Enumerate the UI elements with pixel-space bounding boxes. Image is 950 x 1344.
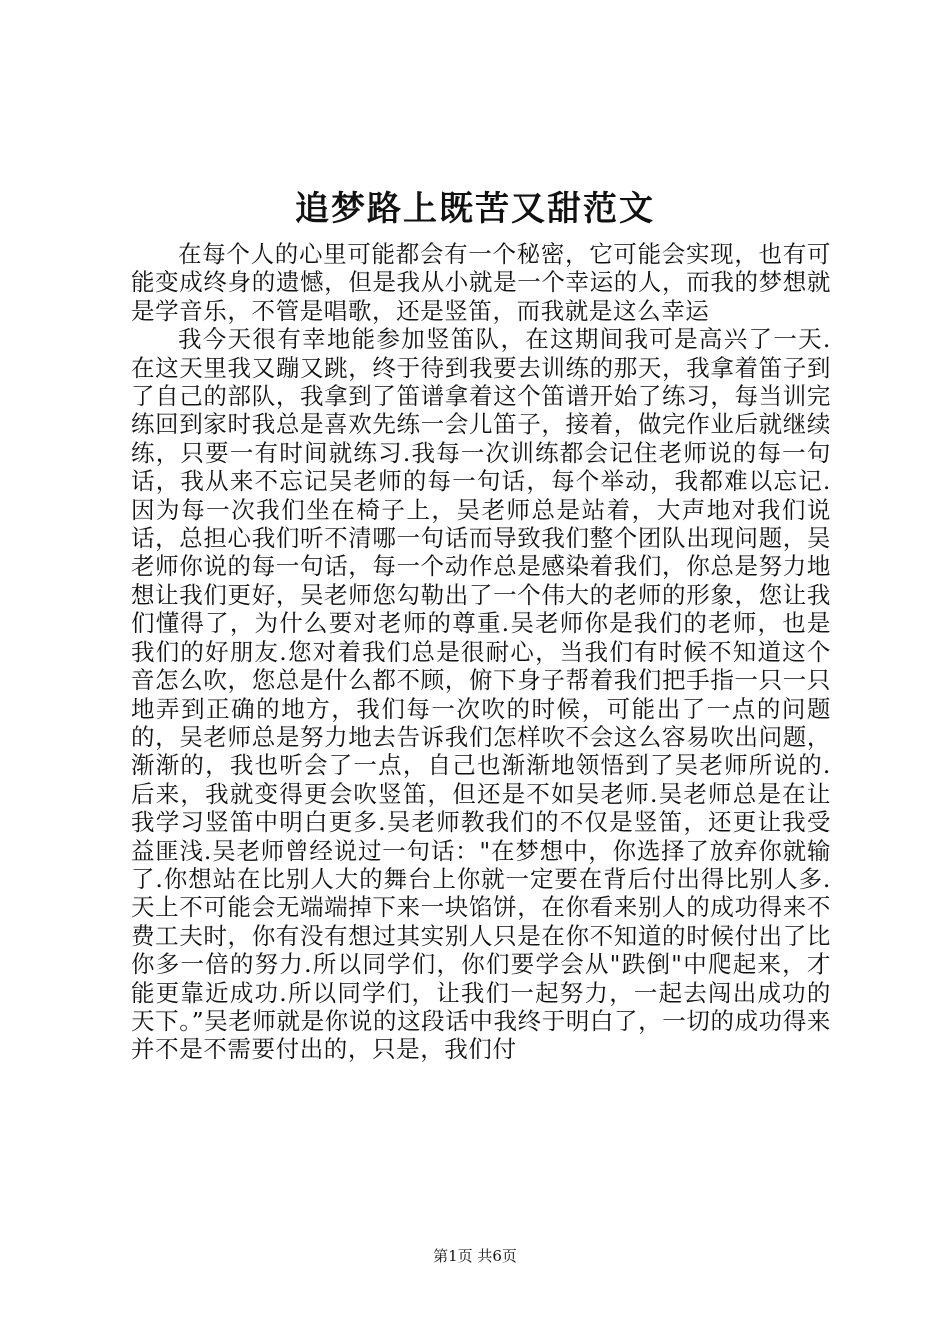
- document-title: 追梦路上既苦又甜范文: [295, 189, 655, 229]
- page-footer: 第1页 共6页: [433, 1247, 517, 1265]
- document-body: [131, 240, 831, 1064]
- paragraph-intro: 在每个人的心里可能都会有一个秘密，它可能会实现，也有可能变成终身的遗憾，但是我从小就是一个幸运的人，而我的梦想就是学音乐，不管是唱歌，还是竖笛，而我就是这么幸运: [131, 240, 831, 325]
- paragraph-main: 我今天很有幸地能参加竖笛队，在这期间我可是高兴了一天.在这天里我又蹦又跳，终于待到我要去训练的那天，我拿着笛子到了自己的部队，我拿到了笛谱拿着这个笛谱开始了练习，每当训完练回到家时我总是喜欢先练一会儿笛子，接着，做完作业后就继续练，只要一有时间就练习.我每一次训练都会记住老师说的每一句话，我从来不忘记吴老师的每一句话，每个举动，我都难以忘记.因为每一次我们坐在椅子上，吴老师总是站着，大声地对我们说话，总担心我们听不清哪一句话而导致我们整个团队出现问题，吴老师你说的每一句话，每一个动作总是感染着我们，你总是努力地想让我们更好，吴老师您勾勒出了一个伟大的老师的形象，您让我们懂得了，为什么要对老师的尊重.吴老师你是我们的老师，也是我们的好朋友.您对着我们总是很耐心，当我们有时候不知道这个音怎么吹，您总是什么都不顾，俯下身子帮着我们把手指一只一只地弄到正确的地方，我们每一次吹的时候，可能出了一点的问题的，吴老师总是努力地去告诉我们怎样吹不会这么容易吹出问题，渐渐的，我也听会了一点，自己也渐渐地领悟到了吴老师所说的.后来，我就变得更会吹竖笛，但还是不如吴老师.吴老师总是在让我学习竖笛中明白更多.吴老师教我们的不仅是竖笛，还更让我受益匪浅.吴老师曾经说过一句话："在梦想中，你选择了放弃你就输了.你想站在比别人大的舞台上你就一定要在背后付出得比别人多.天上不可能会无端端掉下来一块馅饼，在你看来别人的成功得来不费工夫时，你有没有想过其实别人只是在你不知道的时候付出了比你多一倍的努力.所以同学们，你们要学会从"跌倒"中爬起来，才能更靠近成功.所以同学们，让我们一起努力，一起去闯出成功的天下。”吴老师就是你说的这段话中我终于明白了，一切的成功得来并不是不需要付出的，只是，我们付: [131, 325, 831, 1064]
